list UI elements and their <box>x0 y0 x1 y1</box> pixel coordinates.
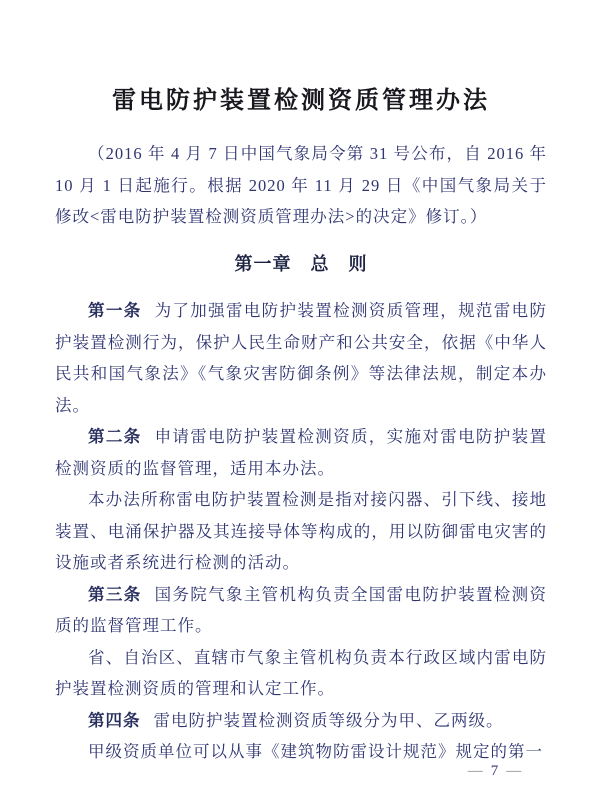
paragraph-text: 本办法所称雷电防护装置检测是指对接闪器、引下线、接地装置、电涌保护器及其连接导体等构成的，用以防御雷电灾害的设施或者系统进行检测的活动。 <box>55 490 547 573</box>
chapter-heading: 第一章 总 则 <box>234 254 368 274</box>
article-label: 第三条 <box>88 584 142 604</box>
paragraph-text: 国务院气象主管机构负责全国雷电防护装置检测资质的监督管理工作。 <box>55 584 548 636</box>
preamble: （2016 年 4 月 7 日中国气象局令第 31 号公布，自 2016 年 10 月 1 日起施行。根据 2020 年 11 月 29 日《中国气象局关于修改<雷电防护装置检测资质管理办法>的决定》修订。） <box>55 144 547 226</box>
paragraph <box>55 421 547 484</box>
article-label: 第四条 <box>88 710 141 730</box>
article-label: 第一条 <box>88 301 142 321</box>
document-body <box>55 295 547 768</box>
paragraph-text: 为了加强雷电防护装置检测资质管理，规范雷电防护装置检测行为，保护人民生命财产和公共安全，依据《中华人民共和国气象法》《气象灾害防御条例》等法律法规，制定本办法。 <box>55 301 548 415</box>
page-number <box>440 763 550 780</box>
article-label: 第二条 <box>88 427 142 447</box>
paragraph <box>55 642 547 705</box>
paragraph-text: 申请雷电防护装置检测资质，实施对雷电防护装置检测资质的监督管理，适用本办法。 <box>55 427 548 478</box>
paragraph <box>55 705 547 737</box>
page-number-value: 7 <box>490 763 500 779</box>
page-number-dash-right: — <box>506 763 523 779</box>
paragraph <box>55 295 547 421</box>
paragraph <box>55 579 547 642</box>
paragraph-text: 甲级资质单位可以从事《建筑物防雷设计规范》规定的第一 <box>88 742 543 762</box>
document-title: 雷电防护装置检测资质管理办法 <box>112 88 490 114</box>
paragraph <box>55 484 547 579</box>
paragraph-text: 雷电防护装置检测资质等级分为甲、乙两级。 <box>153 710 504 730</box>
paragraph-text: 省、自治区、直辖市气象主管机构负责本行政区域内雷电防护装置检测资质的管理和认定工作。 <box>55 647 547 699</box>
page-number-dash-left: — <box>467 763 484 779</box>
